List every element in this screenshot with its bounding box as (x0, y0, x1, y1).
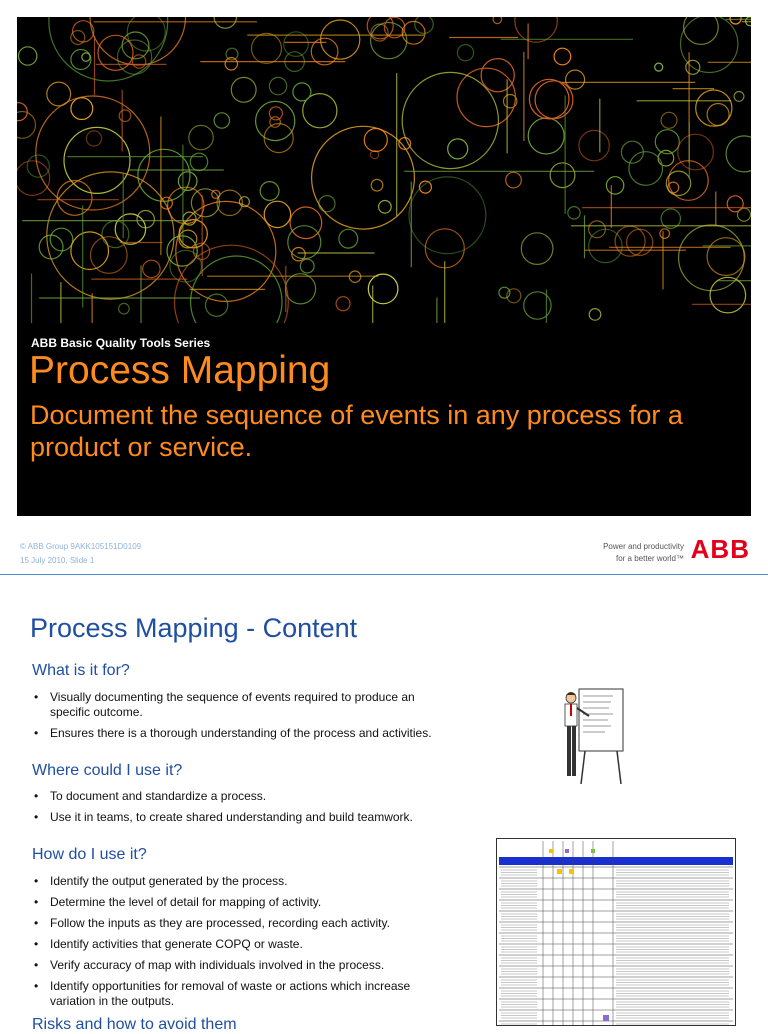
list-item: • Follow the inputs as they are processed, recording each activity. (32, 916, 447, 931)
list-item: • Identify opportunities for removal of waste or actions which increase variation in the outputs. (32, 979, 447, 1009)
section-heading-risks: Risks and how to avoid them (32, 1016, 237, 1033)
tagline-line-2: for a better world™ (615, 553, 684, 563)
series-label: ABB Basic Quality Tools Series (31, 336, 211, 350)
section-heading-where: Where could I use it? (32, 762, 183, 779)
list-item: • Determine the level of detail for mapping of activity. (32, 895, 447, 910)
section-heading-how: How do I use it? (32, 846, 147, 863)
presenter-flipchart-illustration (553, 686, 633, 786)
date-slide-number: 15 July 2010, Slide 1 (20, 556, 95, 565)
slide-subtitle: Document the sequence of events in any process for a product or service. (30, 400, 683, 463)
list-item: • Identify the output generated by the process. (32, 874, 447, 889)
bullet-list-how (32, 874, 447, 1015)
list-item: • Ensures there is a thorough understanding of the process and activities. (32, 726, 447, 741)
machinery-illustration (17, 17, 751, 323)
abb-logo: ABB (690, 534, 750, 564)
list-item: • Use it in teams, to create shared understanding and build teamwork. (32, 810, 447, 825)
process-map-sample-thumbnail (496, 838, 736, 1026)
list-item: • Verify accuracy of map with individuals involved in the process. (32, 958, 447, 973)
bullet-list-where (32, 789, 447, 831)
tagline-line-1: Power and productivity (603, 542, 684, 551)
copyright-doc-id: © ABB Group 9AKK105151D0109 (20, 542, 142, 551)
slide-title: Process Mapping (29, 349, 331, 392)
title-slide-hero (17, 17, 751, 516)
bullet-list-what (32, 690, 447, 747)
list-item: • Identify activities that generate COPQ or waste. (32, 937, 447, 952)
content-slide-title: Process Mapping - Content (30, 613, 358, 643)
list-item: • Visually documenting the sequence of events required to produce an specific outcome. (32, 690, 447, 720)
slide-divider (0, 574, 768, 575)
list-item: • To document and standardize a process. (32, 789, 447, 804)
tagline (603, 541, 684, 564)
section-heading-what: What is it for? (32, 662, 130, 679)
